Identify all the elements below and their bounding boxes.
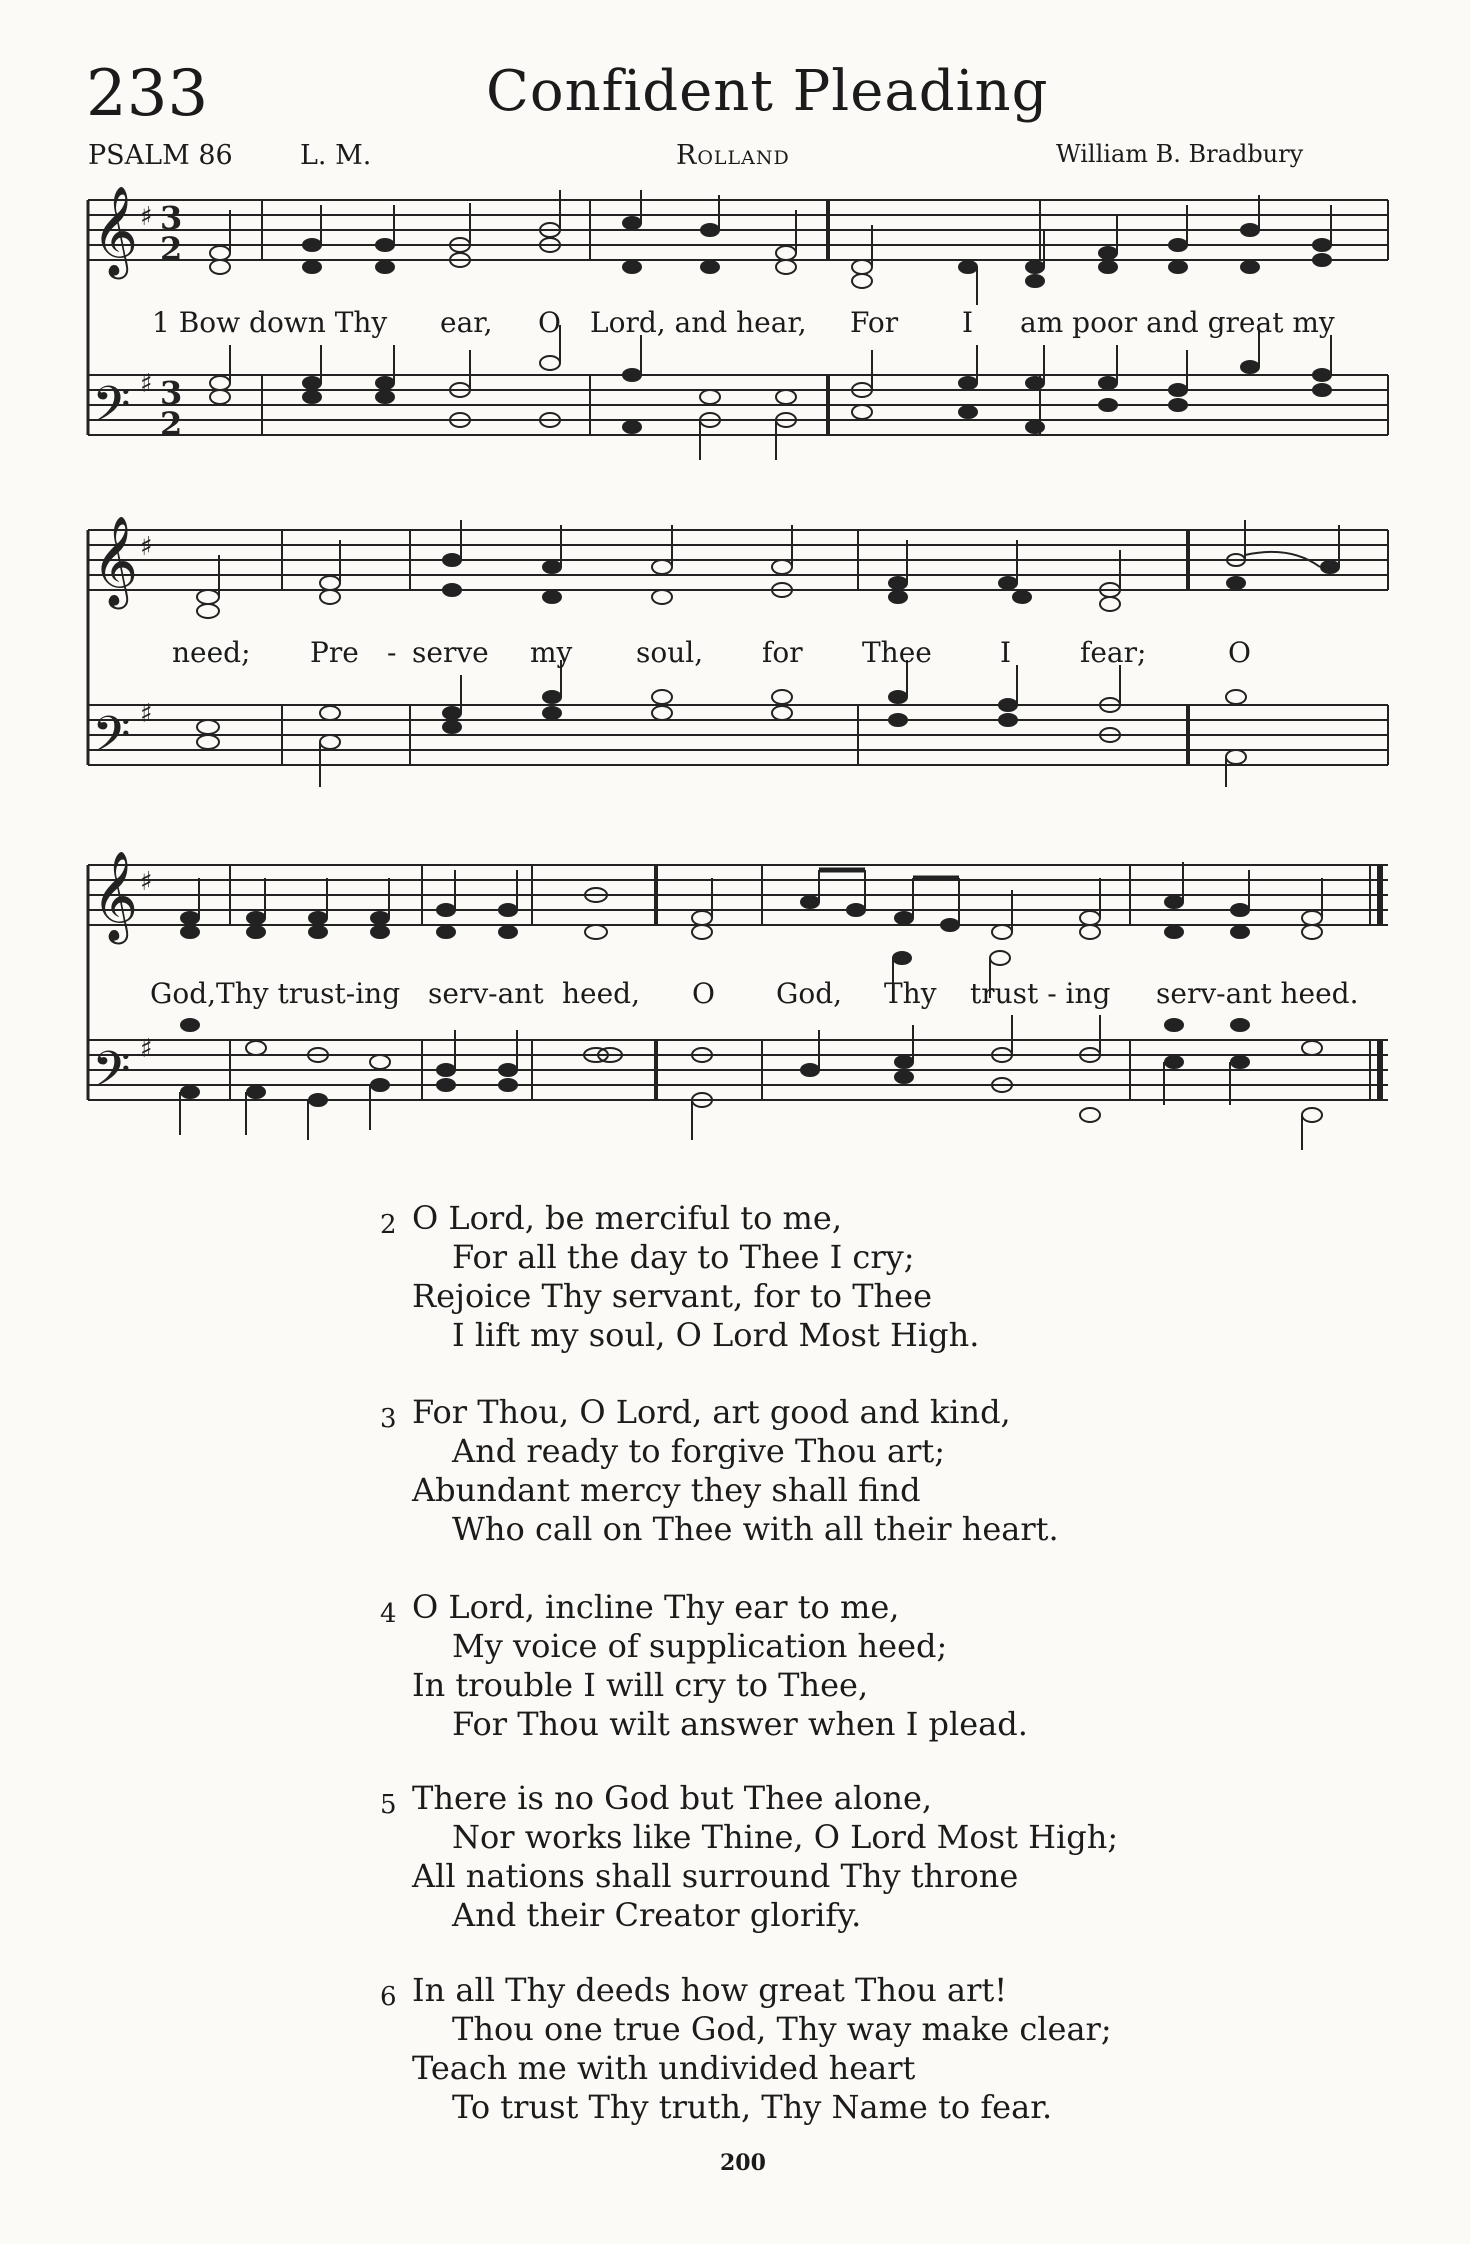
lyric: 1 Bow down Thy (152, 306, 388, 339)
verse-line: And ready to forgive Thou art; (452, 1432, 946, 1470)
verse-number: 2 (380, 1210, 397, 1240)
tune-name: Rolland (676, 140, 790, 171)
svg-text:𝄞: 𝄞 (92, 851, 139, 941)
psalm-reference: PSALM 86 (88, 140, 233, 171)
lyric: Lord, and hear, (590, 306, 807, 339)
lyric: for (762, 636, 803, 669)
lyric: For (850, 306, 899, 339)
svg-text:2: 2 (160, 230, 183, 268)
lyric: I (1000, 636, 1012, 669)
lyric: ear, (440, 306, 493, 339)
verse-line: And their Creator glorify. (452, 1896, 862, 1934)
lyric: heed, (562, 977, 640, 1010)
svg-text:♯: ♯ (140, 1034, 153, 1064)
verse-line: My voice of supplication heed; (452, 1627, 948, 1665)
svg-text:𝄢: 𝄢 (92, 1041, 131, 1111)
lyric: trust - ing (970, 977, 1111, 1010)
lyric: O (692, 977, 715, 1010)
svg-text:♯: ♯ (140, 369, 153, 399)
lyric: serv-ant heed. (1156, 977, 1359, 1010)
verse-line: In all Thy deeds how great Thou art! (412, 1971, 1008, 2009)
verse-line: I lift my soul, O Lord Most High. (452, 1316, 980, 1354)
verse-number: 4 (380, 1599, 397, 1629)
svg-text:3: 3 (160, 374, 183, 412)
verse-line: Rejoice Thy servant, for to Thee (412, 1277, 933, 1315)
music-system-2 (0, 515, 1470, 795)
lyric: my (530, 636, 573, 669)
svg-text:3: 3 (160, 199, 183, 237)
verse-line: O Lord, be merciful to me, (412, 1199, 842, 1237)
lyric: fear; (1080, 636, 1147, 669)
svg-text:𝄞: 𝄞 (92, 516, 139, 606)
lyric: am poor and great my (1020, 306, 1335, 339)
svg-text:𝄢: 𝄢 (92, 376, 131, 446)
lyric: need; (172, 636, 251, 669)
svg-text:𝄞: 𝄞 (92, 186, 139, 276)
verse-number: 3 (380, 1404, 397, 1434)
lyric: - (387, 636, 397, 669)
verse-number: 5 (380, 1790, 397, 1820)
lyric: O (1228, 636, 1251, 669)
verse-number: 6 (380, 1982, 397, 2012)
verse-line: Nor works like Thine, O Lord Most High; (452, 1818, 1119, 1856)
svg-text:𝄢: 𝄢 (92, 706, 131, 776)
verse-line: O Lord, incline Thy ear to me, (412, 1588, 900, 1626)
svg-text:♯: ♯ (140, 867, 153, 897)
verse-line: For Thou, O Lord, art good and kind, (412, 1393, 1011, 1431)
svg-text:♯: ♯ (140, 699, 153, 729)
page-number: 200 (720, 2150, 766, 2176)
lyric: soul, (636, 636, 704, 669)
music-system-3 (0, 850, 1470, 1150)
lyric: God, (776, 977, 843, 1010)
svg-text:♯: ♯ (140, 532, 153, 562)
meter-label: L. M. (300, 140, 372, 171)
lyric: serve (412, 636, 489, 669)
verse-line: Abundant mercy they shall find (412, 1471, 921, 1509)
verse-line: For Thou wilt answer when I plead. (452, 1705, 1028, 1743)
lyric: Thy (884, 977, 937, 1010)
music-system-1 (0, 185, 1470, 465)
verse-line: To trust Thy truth, Thy Name to fear. (452, 2088, 1053, 2126)
verse-line: In trouble I will cry to Thee, (412, 1666, 869, 1704)
verse-line: For all the day to Thee I cry; (452, 1238, 915, 1276)
lyric: I (962, 306, 974, 339)
verse-line: Who call on Thee with all their heart. (452, 1510, 1059, 1548)
verse-line: Thou one true God, Thy way make clear; (452, 2010, 1112, 2048)
lyric: Pre (310, 636, 359, 669)
verse-line: There is no God but Thee alone, (412, 1779, 933, 1817)
lyric: O (538, 306, 561, 339)
svg-text:2: 2 (160, 405, 183, 443)
hymn-number: 233 (86, 57, 209, 131)
lyric: Thee (862, 636, 932, 669)
verse-line: Teach me with undivided heart (412, 2049, 916, 2087)
composer-credit: William B. Bradbury (1056, 140, 1304, 168)
hymn-title: Confident Pleading (486, 59, 1049, 124)
svg-text:♯: ♯ (140, 202, 153, 232)
verse-line: All nations shall surround Thy throne (412, 1857, 1019, 1895)
lyric: serv-ant (428, 977, 544, 1010)
lyric: God,Thy trust-ing (150, 977, 401, 1010)
